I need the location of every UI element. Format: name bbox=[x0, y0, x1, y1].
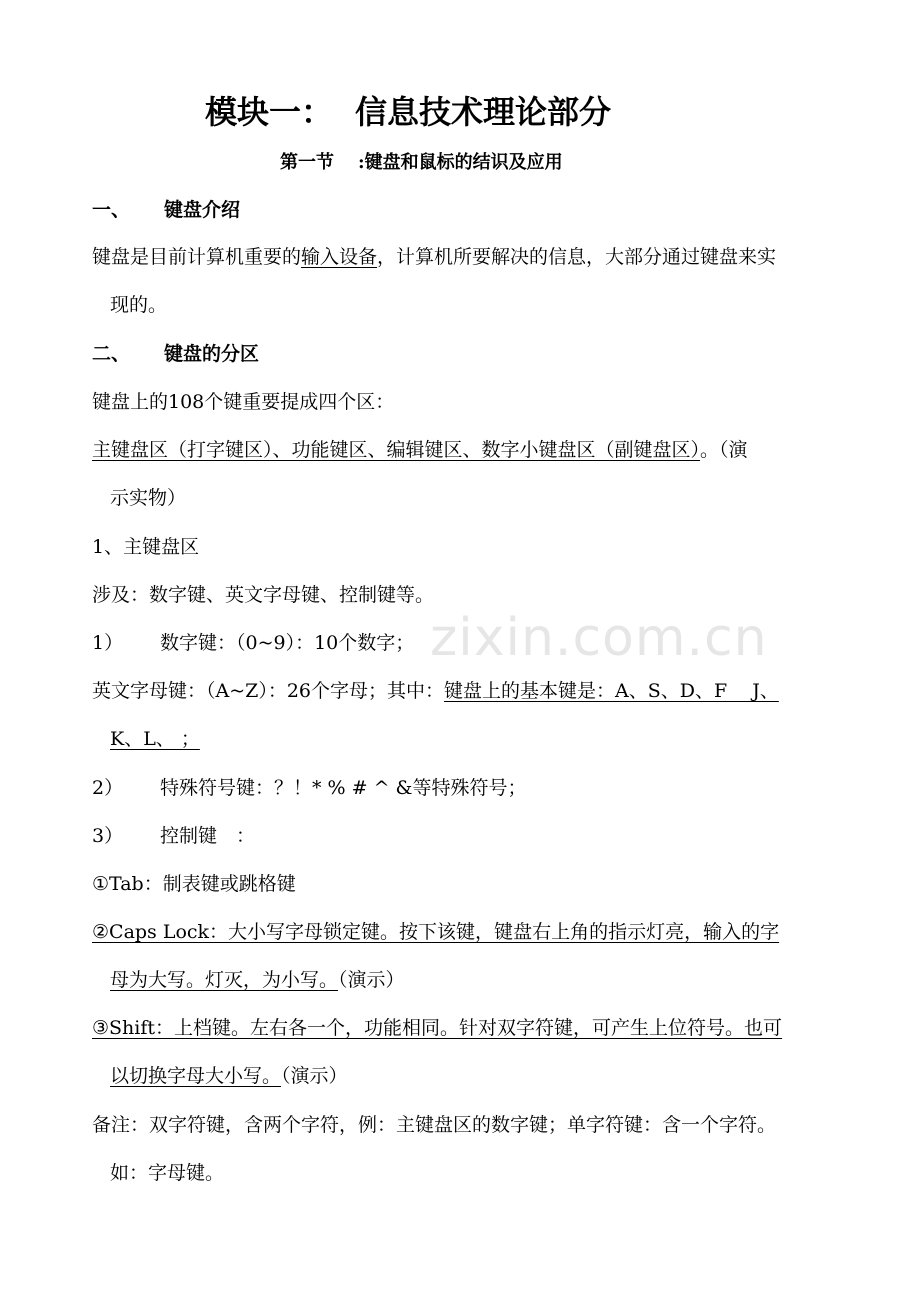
paragraph-intro-cont: 现的。 bbox=[110, 294, 168, 316]
key-capslock-desc-cont: 母为大写。灯灭，为小写。（演示） bbox=[110, 969, 405, 991]
paragraph-intro: 键盘是目前计算机重要的输入设备，计算机所要解决的信息，大部分通过键盘来实 bbox=[92, 246, 777, 268]
subtitle-topic: :键盘和鼠标的结识及应用 bbox=[358, 152, 563, 173]
key-shift-desc: ③Shift：上档键。左右各一个，功能相同。针对双字符键，可产生上位符号。也可 bbox=[92, 1017, 783, 1039]
heading-main-keyboard: 1、主键盘区 bbox=[92, 536, 200, 558]
list-item-symbol-keys: 2） 特殊符号键：？！* % # ^ &等特殊符号； bbox=[92, 777, 527, 799]
paragraph-letter-keys-cont: K、L、 ； bbox=[110, 728, 200, 750]
list-item-number-keys: 1） 数字键：（0~9）：10个数字； bbox=[92, 632, 415, 654]
watermark-text: zixin.com.cn bbox=[430, 608, 768, 668]
key-capslock-desc: ②Caps Lock：大小写字母锁定键。按下该键，键盘右上角的指示灯亮，输入的字 bbox=[92, 921, 780, 943]
paragraph-zone-list: 主键盘区（打字键区）、功能键区、编辑键区、数字小键盘区（副键盘区）。（演 bbox=[92, 439, 748, 461]
title-module: 模块一： bbox=[205, 93, 334, 131]
subtitle-section: 第一节 bbox=[280, 152, 334, 173]
heading-keyboard-intro: 一、 键盘介绍 bbox=[92, 199, 241, 221]
heading-keyboard-zones: 二、 键盘的分区 bbox=[92, 343, 260, 365]
paragraph-includes: 涉及：数字键、英文字母键、控制键等。 bbox=[92, 584, 435, 606]
paragraph-zones: 键盘上的108个键重要提成四个区： bbox=[92, 391, 395, 413]
list-item-control-keys: 3） 控制键 ： bbox=[92, 825, 256, 847]
paragraph-letter-keys: 英文字母键：（A~Z）：26个字母；其中：键盘上的基本键是：A、S、D、F J、 bbox=[92, 680, 779, 702]
page-title bbox=[205, 92, 611, 132]
note-paragraph-cont: 如：字母键。 bbox=[110, 1162, 225, 1184]
key-tab-desc: ①Tab：制表键或跳格键 bbox=[92, 873, 296, 895]
title-topic: 信息技术理论部分 bbox=[355, 93, 612, 131]
section-subtitle bbox=[280, 148, 563, 174]
key-shift-desc-cont: 以切换字母大小写。（演示） bbox=[110, 1065, 348, 1087]
note-paragraph: 备注：双字符键，含两个字符，例：主键盘区的数字键；单字符键：含一个字符。 bbox=[92, 1114, 777, 1136]
paragraph-zone-list-cont: 示实物） bbox=[110, 487, 187, 509]
